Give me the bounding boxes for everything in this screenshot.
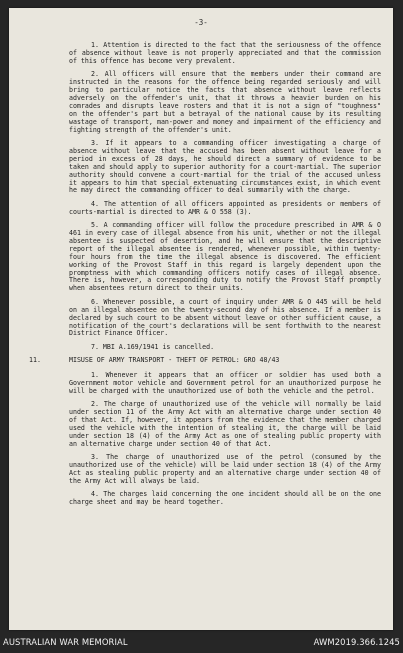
paragraph [69, 222, 381, 293]
paragraph [69, 201, 381, 217]
paragraph-text: 2. The charge of unauthorized use of the vehicle will normally be laid under section 11 of the Army Act with an alternative charge under section 40 of that Act. If, however, it appears from the evidence that the member charged used the vehicle with the intention of stealing it, the charge will be laid under section 18 (4) of the Army Act as one of stealing public property with an alternative charge under section 40 of that Act. [69, 400, 381, 448]
paragraph [69, 491, 381, 507]
paragraph-text: 4. The attention of all officers appointed as presidents or members of courts-martial is directed to AMR & O 558 (3). [69, 199, 381, 216]
paragraph-group-absence [29, 42, 381, 352]
paragraph-text: 3. The charge of unauthorized use of the petrol (consumed by the unauthorized use of the vehicle) will be laid under section 18 (4) of the Army Act as stealing public property and an alternative charge under section 40 of the Army Act will always be laid. [69, 453, 381, 485]
section-heading [29, 357, 381, 365]
paragraph-text: 3. If it appears to a commanding officer investigating a charge of absence without leave that the accused has been absent without leave for a period in excess of 28 days, he should direct a summary of evidence to be taken and should apply to superior authority for a court-martial. The superior authority should convene a court-martial for the trial of the accused unless it appears to him that special extenuating circumstances exist, in which event he may direct the commanding officer to deal summarily with the charge. [69, 138, 381, 195]
footer-institution: AUSTRALIAN WAR MEMORIAL [3, 636, 128, 647]
archive-footer [0, 630, 403, 653]
paragraph-group-transport [29, 372, 381, 507]
paragraph-text: 1. Attention is directed to the fact that the seriousness of the offence of absence without leave is not properly appreciated and that the commission of this offence has become very prevalent. [69, 41, 381, 65]
paragraph-text: 1. Whenever it appears that an officer or soldier has used both a Government motor vehicle and Government petrol for an unauthorized purpose he will be charged with the unauthorized use of both the vehicle and the petrol. [69, 371, 381, 395]
paragraph [69, 454, 381, 486]
paragraph [69, 372, 381, 396]
paragraph [69, 71, 381, 134]
paragraph-text: 7. MBI A.169/1941 is cancelled. [91, 342, 215, 351]
paragraph [69, 42, 381, 66]
paragraph [69, 401, 381, 448]
paragraph-text: 4. The charges laid concerning the one incident should all be on the one charge sheet and may be heard together. [69, 490, 381, 507]
paragraph-text: 2. All officers will ensure that the members under their command are instructed in the reasons for the offence being regarded seriously and will bring to particular notice the facts that absence without leave reflects adversely on the offender's unit, that it throws a heavier burden on his comrades and disrupts leave rosters and that it is not a sign of "toughness" on the offender's part but a betrayal of the national cause by its resulting wastage of transport, man-power and money and impairment of the efficiency and fighting strength of the offender's unit. [69, 70, 381, 134]
paragraph-text: 5. A commanding officer will follow the procedure prescribed in AMR & O 461 in every case of illegal absence from his unit, whether or not the illegal absentee is suspected of desertion, and he will ensure that the descriptive report of the illegal absentee is rendered, whenever possible, within twenty-four hours from the time the illegal absence is discovered. The efficient working of the Provost Staff in this regard is largely dependent upon the promptness with which commanding officers notify cases of illegal absence. There is, however, a corresponding duty to notify the Provost Staff promptly when absentees return direct to their units. [69, 221, 381, 293]
paragraph-text: 6. Whenever possible, a court of inquiry under AMR & O 445 will be held on an illegal absentee on the twenty-second day of his absence. If a member is declared by such court to be absent without leave or other sufficient cause, a notification of the court's declarations will be sent forthwith to the nearest District Finance Officer. [69, 297, 381, 338]
paragraph [69, 299, 381, 339]
document-page [9, 8, 393, 630]
page-number: -3- [194, 18, 208, 27]
paragraph [69, 140, 381, 195]
section-number: 11. [29, 356, 41, 365]
section-title: MISUSE OF ARMY TRANSPORT - THEFT OF PETROL: GRO 48/43 [69, 356, 280, 365]
document-body [29, 42, 381, 513]
footer-accession-number: AWM2019.366.1245 [313, 636, 400, 647]
paragraph [69, 344, 381, 352]
